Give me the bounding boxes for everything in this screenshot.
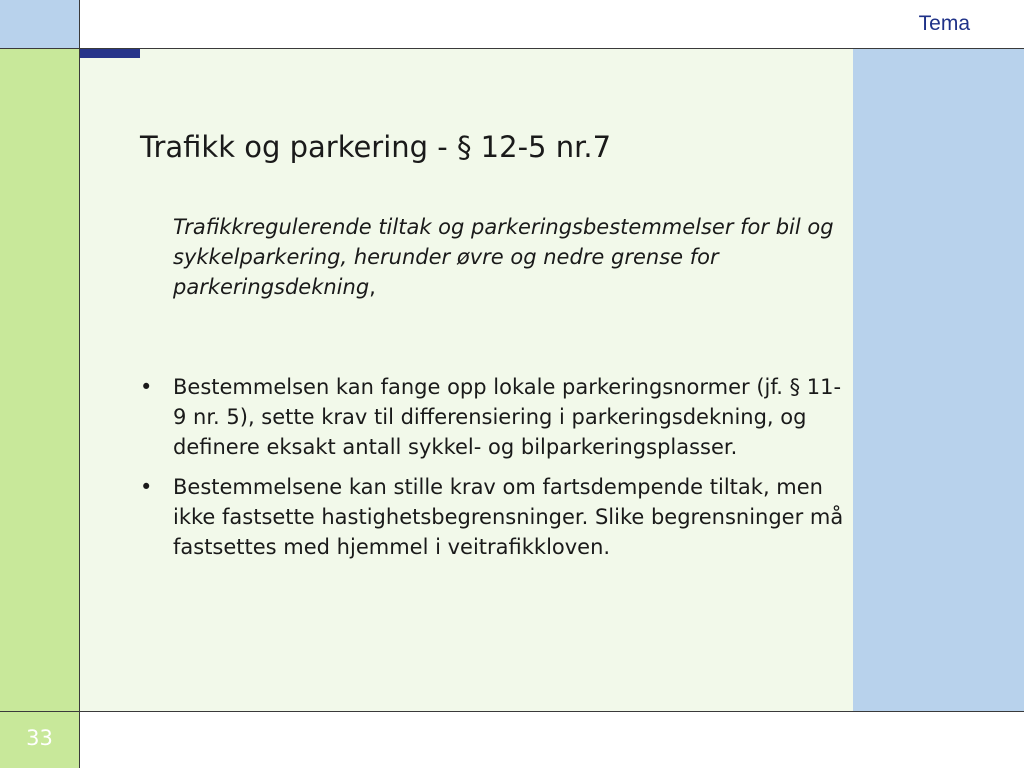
bullet-item [140,372,852,462]
bullet-text: Bestemmelsen kan fange opp lokale parkeringsnormer (jf. § 11-9 nr. 5), sette krav til differensiering i parkeringsdekning, og definere eksakt antall sykkel- og bilparkeringsplasser. [173,375,842,459]
bullet-dot-icon: • [140,475,153,499]
footer-bar [80,712,1024,768]
left-vertical-divider [79,0,80,768]
top-left-color-block [0,0,79,48]
right-blue-band [853,49,1024,711]
left-green-band [0,49,79,711]
section-label: Tema [918,12,970,35]
intro-italic-text: Trafikkregulerende tiltak og parkeringsbestemmelser for bil og sykkelparkering, herunder øvre og nedre grense for parkeringsdekning [173,215,834,299]
slide-title: Trafikk og parkering - § 12-5 nr.7 [140,130,612,164]
page-number: 33 [26,726,53,750]
intro-trailing-punctuation: , [369,275,376,299]
bullet-item [140,472,852,562]
header-bar [80,0,1024,48]
title-accent-bar [80,49,140,58]
bullet-list [140,372,852,572]
bullet-dot-icon: • [140,375,153,399]
bullet-text: Bestemmelsene kan stille krav om fartsdempende tiltak, men ikke fastsette hastighetsbegrensninger. Slike begrensninger må fastsettes med hjemmel i veitrafikkloven. [173,475,844,559]
intro-paragraph [173,212,845,302]
